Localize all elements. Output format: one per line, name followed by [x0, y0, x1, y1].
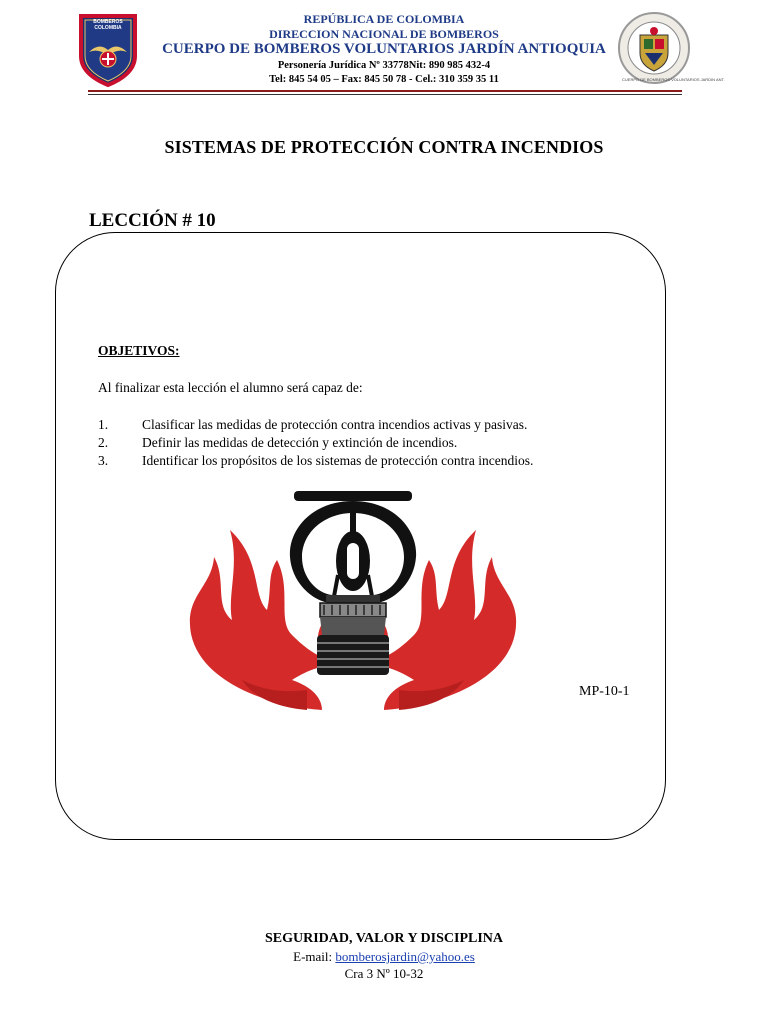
footer-motto: SEGURIDAD, VALOR Y DISCIPLINA	[264, 931, 504, 946]
figure-reference: MP-10-1	[579, 684, 630, 699]
list-item-text: Definir las medidas de detección y extinción de incendios.	[142, 435, 458, 450]
lesson-number: LECCIÓN # 10	[89, 210, 216, 231]
list-item	[98, 416, 533, 434]
header-republic: REPÚBLICA DE COLOMBIA	[303, 12, 465, 26]
logo-left-caption: BOMBEROS COLOMBIA	[93, 19, 123, 31]
sprinkler-head-icon	[290, 491, 416, 675]
header-organization: CUERPO DE BOMBEROS VOLUNTARIOS JARDÍN ANTIOQUIA	[162, 41, 606, 57]
document-title: SISTEMAS DE PROTECCIÓN CONTRA INCENDIOS	[164, 137, 604, 157]
sprinkler-flames-illustration	[172, 485, 534, 713]
list-item-number: 1.	[98, 417, 109, 432]
email-label: E-mail:	[293, 949, 333, 964]
list-item-text: Identificar los propósitos de los sistemas de protección contra incendios.	[142, 453, 534, 468]
objectives-list	[98, 416, 533, 470]
header-direction: DIRECCION NACIONAL DE BOMBEROS	[269, 27, 499, 41]
email-link[interactable]: bomberosjardin@yahoo.es	[335, 949, 475, 964]
list-item	[98, 434, 533, 452]
list-item	[98, 452, 533, 470]
header-legal-info: Personería Jurídica Nº 33778Nit: 890 985 432-4	[277, 60, 491, 71]
list-item-number: 3.	[98, 453, 109, 468]
logo-right-caption: CUERPO DE BOMBEROS VOLUNTARIOS JARDIN ANT.	[622, 77, 725, 82]
header-rule-dark	[88, 94, 682, 95]
header-rule-red	[88, 90, 682, 92]
footer-email-line	[0, 949, 768, 965]
objectives-heading: OBJETIVOS:	[98, 343, 180, 358]
list-item-number: 2.	[98, 435, 109, 450]
objectives-intro: Al finalizar esta lección el alumno será capaz de:	[98, 380, 363, 395]
list-item-text: Clasificar las medidas de protección contra incendios activas y pasivas.	[142, 417, 528, 432]
bomberos-jardin-seal	[617, 9, 725, 87]
header-contact-info: Tel: 845 54 05 – Fax: 845 50 78 - Cel.: 310 359 35 11	[269, 74, 499, 85]
footer-address: Cra 3 Nº 10-32	[344, 966, 424, 981]
